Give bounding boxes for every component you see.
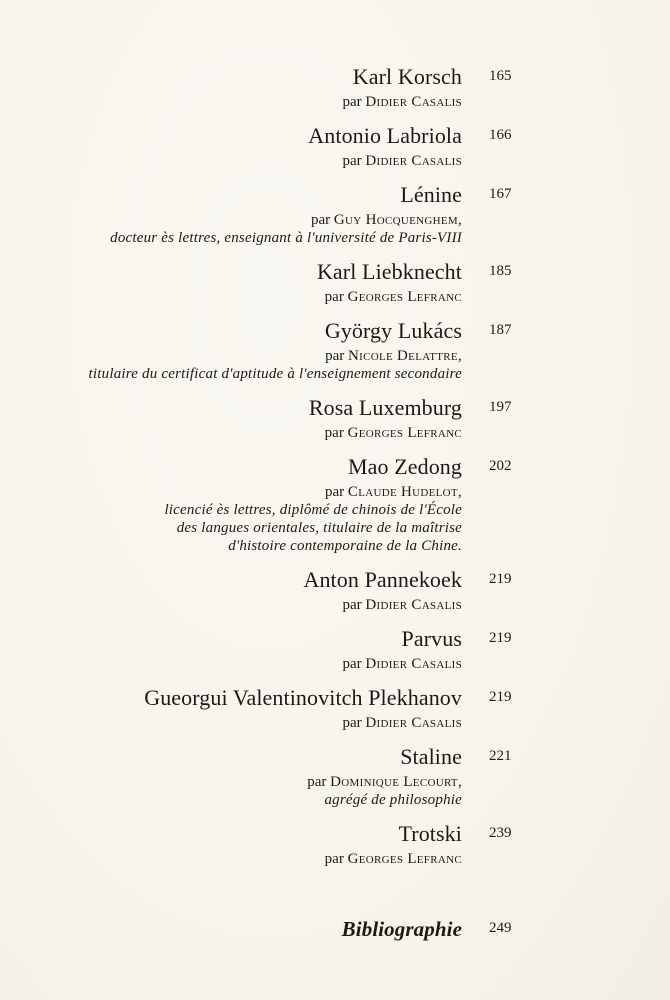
toc-entry-plekhanov [0, 683, 670, 732]
author-prefix: par [342, 656, 362, 672]
entry-author-line [0, 152, 670, 170]
author-name: Georges Lefranc [347, 425, 462, 441]
author-prefix: par [311, 212, 331, 228]
toc-entry-lenine [0, 180, 670, 247]
author-description: licencié ès lettres, diplômé de chinois de l'École [164, 502, 462, 518]
entry-author-line [0, 850, 670, 868]
author-prefix: par [324, 425, 344, 441]
entry-author-line [0, 347, 670, 365]
author-description: titulaire du certificat d'aptitude à l'enseignement secondaire [88, 366, 462, 382]
entry-page-number: 202 [489, 458, 512, 474]
entry-author-line [0, 655, 670, 673]
toc-entry-staline [0, 742, 670, 809]
entry-page-number: 239 [489, 825, 512, 841]
toc-entry-bibliography [0, 913, 670, 944]
author-name: Didier Casalis [365, 656, 462, 672]
entry-title: Antonio Labriola [308, 123, 462, 148]
entry-page-number: 185 [489, 263, 512, 279]
author-name: Georges Lefranc [347, 851, 462, 867]
author-prefix: par [342, 597, 362, 613]
entry-page-number: 221 [489, 748, 512, 764]
author-name: Nicole Delattre, [347, 348, 462, 364]
toc-entry-mao [0, 452, 670, 555]
entry-title: Rosa Luxemburg [308, 395, 462, 420]
entry-author-line [0, 773, 670, 791]
table-of-contents [0, 62, 670, 954]
entry-title: Mao Zedong [347, 454, 462, 479]
author-name: Didier Casalis [365, 597, 462, 613]
author-description: docteur ès lettres, enseignant à l'université de Paris-VIII [110, 230, 462, 246]
author-name: Dominique Lecourt, [330, 774, 462, 790]
author-name: Didier Casalis [365, 153, 462, 169]
author-prefix: par [342, 94, 362, 110]
entry-author-line [0, 211, 670, 229]
author-name: Guy Hocquenghem, [333, 212, 462, 228]
entry-author-line [0, 424, 670, 442]
author-prefix: par [342, 153, 362, 169]
toc-entry-labriola [0, 121, 670, 170]
bibliography-title: Bibliographie [341, 917, 462, 941]
entry-author-line [0, 288, 670, 306]
entry-title: György Lukács [324, 318, 462, 343]
entry-title: Staline [400, 744, 462, 769]
entry-page-number: 197 [489, 399, 512, 415]
toc-entry-parvus [0, 624, 670, 673]
entry-author-line [0, 93, 670, 111]
entry-author-line [0, 483, 670, 501]
author-prefix: par [324, 289, 344, 305]
toc-entry-lukacs [0, 316, 670, 383]
toc-entry-trotski [0, 819, 670, 868]
entry-title: Karl Liebknecht [316, 259, 462, 284]
toc-entry-korsch [0, 62, 670, 111]
author-prefix: par [307, 774, 327, 790]
entry-page-number: 187 [489, 322, 512, 338]
toc-entry-pannekoek [0, 565, 670, 614]
entry-author-line [0, 596, 670, 614]
entry-title: Gueorgui Valentinovitch Plekhanov [144, 685, 462, 710]
entry-page-number: 165 [489, 68, 512, 84]
author-description: d'histoire contemporaine de la Chine. [228, 538, 462, 554]
author-prefix: par [342, 715, 362, 731]
toc-entry-luxemburg [0, 393, 670, 442]
entry-page-number: 166 [489, 127, 512, 143]
author-prefix: par [324, 851, 344, 867]
entry-page-number: 219 [489, 571, 512, 587]
author-name: Georges Lefranc [347, 289, 462, 305]
entry-title: Trotski [398, 821, 462, 846]
entry-page-number: 219 [489, 630, 512, 646]
author-description: agrégé de philosophie [324, 792, 462, 808]
author-description: des langues orientales, titulaire de la maîtrise [176, 520, 462, 536]
toc-entry-liebknecht [0, 257, 670, 306]
entry-title: Anton Pannekoek [303, 567, 462, 592]
entry-page-number: 219 [489, 689, 512, 705]
author-name: Didier Casalis [365, 715, 462, 731]
author-name: Claude Hudelot, [347, 484, 462, 500]
bibliography-page-number: 249 [489, 920, 512, 936]
entry-title: Karl Korsch [352, 64, 462, 89]
entry-title: Parvus [401, 626, 462, 651]
entry-author-line [0, 714, 670, 732]
entry-title: Lénine [400, 182, 462, 207]
author-name: Didier Casalis [365, 94, 462, 110]
author-prefix: par [324, 484, 345, 500]
entry-page-number: 167 [489, 186, 512, 202]
author-prefix: par [325, 348, 345, 364]
